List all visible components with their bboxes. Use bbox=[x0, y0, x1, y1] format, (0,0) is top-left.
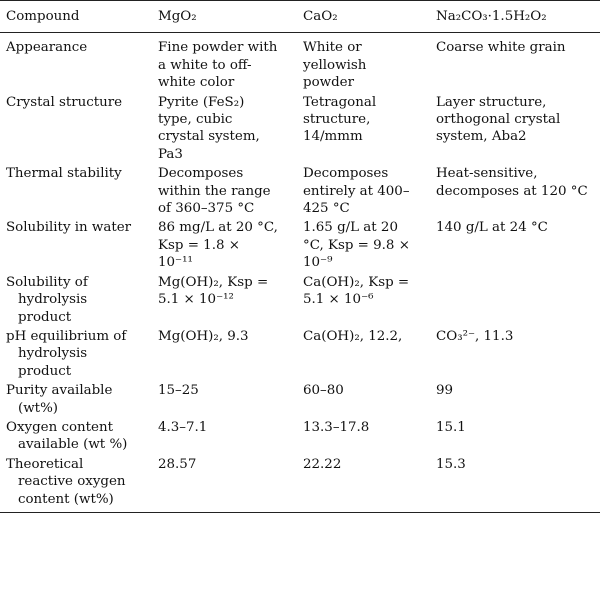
cell-mgo2: Fine powder with a white to off-white color bbox=[158, 40, 278, 91]
cell-mgo2: 4.3–7.1 bbox=[158, 419, 208, 435]
cell-cao2: 22.22 bbox=[285, 456, 418, 513]
table-row bbox=[0, 165, 600, 219]
row-label: Thermal stability bbox=[6, 166, 122, 182]
cell-na2co3: Coarse white grain bbox=[436, 40, 566, 56]
cell-cao2: White or yellowish powder bbox=[303, 40, 367, 91]
table-row bbox=[0, 94, 600, 166]
row-label: Purity available (wt%) bbox=[6, 383, 113, 416]
table-row bbox=[0, 33, 600, 94]
cell-cao2: Ca(OH)₂, Ksp = 5.1 × 10⁻⁶ bbox=[303, 274, 410, 308]
row-label: Theoretical reactive oxygen content (wt%) bbox=[0, 456, 140, 513]
header-sodium-percarbonate: Na₂CO₃·1.5H₂O₂ bbox=[418, 1, 600, 33]
cell-mgo2: Pyrite (FeS₂) type, cubic crystal system, Pa3 bbox=[158, 94, 260, 162]
header-compound: Compound bbox=[0, 1, 140, 33]
table-row bbox=[0, 382, 600, 419]
table-row bbox=[0, 456, 600, 513]
header-cao2: CaO₂ bbox=[285, 1, 418, 33]
row-label: Appearance bbox=[6, 40, 88, 56]
cell-mgo2: Mg(OH)₂, 9.3 bbox=[158, 328, 249, 344]
cell-cao2: 1.65 g/L at 20 °C, Ksp = 9.8 × 10⁻⁹ bbox=[303, 220, 410, 271]
cell-mgo2: Mg(OH)₂, Ksp = 5.1 × 10⁻¹² bbox=[158, 274, 269, 308]
cell-mgo2: 15–25 bbox=[158, 383, 199, 399]
cell-na2co3: Heat-sensitive, decomposes at 120 °C bbox=[436, 166, 588, 199]
cell-mgo2: Decomposes within the range of 360–375 °C bbox=[158, 166, 271, 217]
row-label: pH equilibrium of hydrolysis product bbox=[6, 328, 127, 379]
table-row bbox=[0, 419, 600, 456]
cell-na2co3: Layer structure, orthogonal crystal system, Aba2 bbox=[436, 94, 561, 145]
cell-cao2: 60–80 bbox=[303, 383, 344, 399]
cell-na2co3: 99 bbox=[436, 383, 454, 399]
row-label: Solubility in water bbox=[6, 220, 132, 236]
cell-cao2: Tetragonal structure, 14/mmm bbox=[303, 94, 377, 145]
table-row bbox=[0, 219, 600, 273]
cell-na2co3 bbox=[418, 274, 600, 328]
table-row bbox=[0, 274, 600, 328]
cell-na2co3: 140 g/L at 24 °C bbox=[436, 220, 548, 236]
cell-na2co3: 15.1 bbox=[436, 419, 466, 435]
table-row bbox=[0, 328, 600, 382]
cell-cao2: Ca(OH)₂, 12.2, bbox=[303, 328, 403, 344]
cell-na2co3: CO₃²⁻, 11.3 bbox=[436, 328, 514, 344]
cell-mgo2: 28.57 bbox=[140, 456, 285, 513]
cell-mgo2: 86 mg/L at 20 °C, Ksp = 1.8 × 10⁻¹¹ bbox=[158, 220, 278, 271]
row-label: Oxygen content available (wt %) bbox=[6, 419, 128, 453]
cell-cao2: Decomposes entirely at 400–425 °C bbox=[303, 166, 410, 217]
row-label: Crystal structure bbox=[6, 94, 123, 110]
header-mgo2: MgO₂ bbox=[140, 1, 285, 33]
header-row bbox=[0, 1, 600, 33]
row-label: Solubility of hydrolysis product bbox=[6, 274, 88, 325]
cell-na2co3: 15.3 bbox=[418, 456, 600, 513]
cell-cao2: 13.3–17.8 bbox=[303, 419, 370, 435]
